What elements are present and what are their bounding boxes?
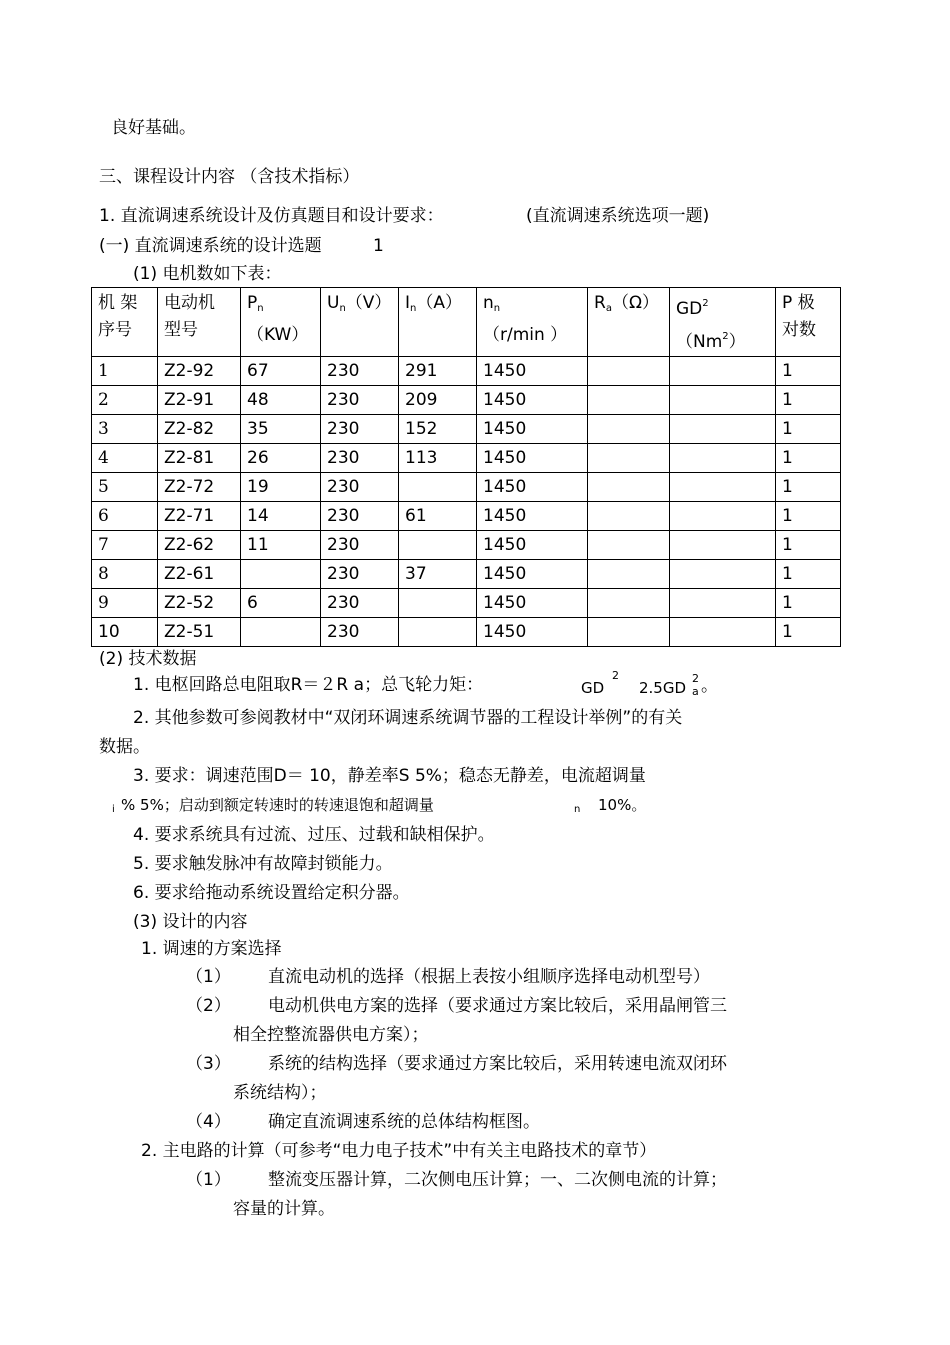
cell-pole-pairs: 1 bbox=[776, 502, 841, 531]
cell-rated-power bbox=[241, 618, 321, 647]
cell-rated-speed: 1450 bbox=[477, 473, 588, 502]
header-rated-current-symbol: I bbox=[405, 293, 411, 313]
cell-rated-voltage: 230 bbox=[321, 589, 399, 618]
header-armature-resistance-symbol: R bbox=[594, 293, 606, 313]
cell-rack-number: 5 bbox=[92, 473, 158, 502]
cell-rack-number: 4 bbox=[92, 444, 158, 473]
cell-pole-pairs: 1 bbox=[776, 473, 841, 502]
cell-rated-power bbox=[241, 560, 321, 589]
design-item-2: 2. 主电路的计算（可参考“电力电子技术”中有关主电路技术的章节） bbox=[141, 1141, 657, 1161]
cell-flywheel-moment bbox=[670, 589, 776, 618]
header-flywheel-moment-unit-close: ） bbox=[728, 332, 746, 352]
requirement-3-overshoot: 10%。 bbox=[598, 796, 647, 814]
table-row bbox=[92, 473, 841, 502]
item-heading: 1. 直流调速系统设计及仿真题目和设计要求： bbox=[99, 206, 444, 226]
cell-rated-current: 61 bbox=[399, 502, 477, 531]
cell-rated-current bbox=[399, 473, 477, 502]
cell-rated-speed: 1450 bbox=[477, 502, 588, 531]
cell-flywheel-moment bbox=[670, 444, 776, 473]
cell-rated-speed: 1450 bbox=[477, 386, 588, 415]
cell-pole-pairs: 1 bbox=[776, 444, 841, 473]
motor-table bbox=[91, 287, 841, 647]
cell-rated-voltage: 230 bbox=[321, 444, 399, 473]
cell-rated-speed: 1450 bbox=[477, 531, 588, 560]
cell-armature-resistance bbox=[588, 560, 670, 589]
header-rated-current-subscript: n bbox=[410, 303, 417, 314]
formula-period: 。 bbox=[701, 676, 718, 696]
cell-rated-current: 291 bbox=[399, 357, 477, 386]
cell-motor-model: Z2-71 bbox=[158, 502, 241, 531]
cell-armature-resistance bbox=[588, 589, 670, 618]
header-rated-power bbox=[241, 288, 321, 357]
cell-rack-number: 6 bbox=[92, 502, 158, 531]
header-rated-voltage bbox=[321, 288, 399, 357]
cell-motor-model: Z2-72 bbox=[158, 473, 241, 502]
cell-rated-current bbox=[399, 531, 477, 560]
requirement-2: 2. 其他参数可参阅教材中“双闭环调速系统调节器的工程设计举例”的有关 bbox=[133, 708, 683, 728]
cell-rated-speed: 1450 bbox=[477, 444, 588, 473]
cell-motor-model: Z2-52 bbox=[158, 589, 241, 618]
requirement-2-continued: 数据。 bbox=[99, 737, 150, 757]
section-heading: 三、课程设计内容 （含技术指标） bbox=[99, 167, 360, 187]
cell-rated-power: 48 bbox=[241, 386, 321, 415]
header-armature-resistance bbox=[588, 288, 670, 357]
header-rated-voltage-unit: （V） bbox=[345, 293, 392, 313]
design-subitem-number: （3） bbox=[186, 1054, 231, 1074]
cell-rated-power: 19 bbox=[241, 473, 321, 502]
cell-rated-current: 113 bbox=[399, 444, 477, 473]
item-heading-note: (直流调速系统选项一题) bbox=[526, 206, 710, 226]
cell-rated-voltage: 230 bbox=[321, 357, 399, 386]
cell-flywheel-moment bbox=[670, 502, 776, 531]
cell-rated-power: 6 bbox=[241, 589, 321, 618]
cell-rated-power: 26 bbox=[241, 444, 321, 473]
cell-flywheel-moment bbox=[670, 560, 776, 589]
cell-flywheel-moment bbox=[670, 473, 776, 502]
cell-rated-voltage: 230 bbox=[321, 502, 399, 531]
design-subitem-number: （2） bbox=[186, 996, 231, 1016]
design-subitem-text: 确定直流调速系统的总体结构框图。 bbox=[268, 1112, 540, 1132]
header-armature-resistance-subscript: a bbox=[605, 303, 612, 314]
design-subitem-text: 直流电动机的选择（根据上表按小组顺序选择电动机型号） bbox=[268, 967, 710, 987]
design-subitem-text-continued: 容量的计算。 bbox=[233, 1199, 335, 1219]
subsection-number: 1 bbox=[373, 236, 384, 256]
cell-motor-model: Z2-91 bbox=[158, 386, 241, 415]
design-subitem-number: （1） bbox=[186, 967, 231, 987]
header-rated-power-subscript: n bbox=[257, 303, 264, 314]
header-flywheel-moment-symbol: GD bbox=[676, 299, 703, 319]
cell-rated-speed: 1450 bbox=[477, 589, 588, 618]
table-row bbox=[92, 386, 841, 415]
table-row bbox=[92, 560, 841, 589]
cell-armature-resistance bbox=[588, 473, 670, 502]
table-row bbox=[92, 415, 841, 444]
table-header-row bbox=[92, 288, 841, 357]
cell-pole-pairs: 1 bbox=[776, 618, 841, 647]
table-row bbox=[92, 502, 841, 531]
cell-motor-model: Z2-51 bbox=[158, 618, 241, 647]
cell-flywheel-moment bbox=[670, 618, 776, 647]
cell-rated-speed: 1450 bbox=[477, 618, 588, 647]
subsection-heading-tech-data: (2) 技术数据 bbox=[99, 649, 197, 669]
cell-armature-resistance bbox=[588, 386, 670, 415]
header-rated-current-unit: （A） bbox=[416, 293, 462, 313]
header-rated-power-unit: （KW） bbox=[247, 325, 309, 345]
table-row bbox=[92, 357, 841, 386]
cell-motor-model: Z2-81 bbox=[158, 444, 241, 473]
requirement-3: 3. 要求：调速范围D＝ 10，静差率S 5%；稳态无静差，电流超调量 bbox=[133, 766, 646, 786]
formula-gd-value: 2.5GD bbox=[639, 679, 687, 697]
header-rated-voltage-subscript: n bbox=[339, 303, 346, 314]
cell-rack-number: 2 bbox=[92, 386, 158, 415]
header-armature-resistance-unit: （Ω） bbox=[611, 293, 659, 313]
design-item-1: 1. 调速的方案选择 bbox=[141, 939, 282, 959]
requirement-1: 1. 电枢回路总电阻取R＝２R a；总飞轮力矩： bbox=[133, 675, 484, 695]
design-subitem-number: （4） bbox=[186, 1112, 231, 1132]
header-pole-pairs: P 极 对数 bbox=[776, 288, 841, 357]
cell-rated-current bbox=[399, 618, 477, 647]
cell-rated-voltage: 230 bbox=[321, 618, 399, 647]
cell-rated-current bbox=[399, 589, 477, 618]
formula-gd-value-superscript: 2 bbox=[692, 672, 699, 685]
header-flywheel-moment-unit: （Nm bbox=[676, 332, 723, 352]
header-rated-speed-symbol: n bbox=[483, 293, 494, 313]
cell-pole-pairs: 1 bbox=[776, 386, 841, 415]
cell-pole-pairs: 1 bbox=[776, 415, 841, 444]
header-flywheel-moment-superscript: 2 bbox=[702, 298, 709, 309]
requirement-4: 4. 要求系统具有过流、过压、过载和缺相保护。 bbox=[133, 825, 495, 845]
cell-rack-number: 10 bbox=[92, 618, 158, 647]
cell-rack-number: 9 bbox=[92, 589, 158, 618]
requirement-6: 6. 要求给拖动系统设置给定积分器。 bbox=[133, 883, 410, 903]
cell-rated-current: 152 bbox=[399, 415, 477, 444]
cell-armature-resistance bbox=[588, 415, 670, 444]
cell-rated-speed: 1450 bbox=[477, 415, 588, 444]
header-motor-model: 电动机 型号 bbox=[158, 288, 241, 357]
cell-rated-voltage: 230 bbox=[321, 473, 399, 502]
cell-armature-resistance bbox=[588, 357, 670, 386]
cell-flywheel-moment bbox=[670, 531, 776, 560]
design-subitem-text-continued: 系统结构）； bbox=[233, 1083, 327, 1103]
cell-flywheel-moment bbox=[670, 386, 776, 415]
table-row bbox=[92, 444, 841, 473]
header-rated-voltage-symbol: U bbox=[327, 293, 340, 313]
cell-armature-resistance bbox=[588, 618, 670, 647]
cell-pole-pairs: 1 bbox=[776, 357, 841, 386]
header-rated-power-symbol: P bbox=[247, 293, 258, 313]
formula-gd-superscript: 2 bbox=[612, 669, 619, 682]
cell-rated-power: 67 bbox=[241, 357, 321, 386]
cell-rack-number: 7 bbox=[92, 531, 158, 560]
design-subitem-text: 系统的结构选择（要求通过方案比较后，采用转速电流双闭环 bbox=[268, 1054, 727, 1074]
cell-rated-power: 11 bbox=[241, 531, 321, 560]
cell-rated-voltage: 230 bbox=[321, 386, 399, 415]
formula-gd: GD bbox=[581, 679, 605, 697]
cell-pole-pairs: 1 bbox=[776, 531, 841, 560]
design-subitem-text-continued: 相全控整流器供电方案）； bbox=[233, 1025, 429, 1045]
cell-pole-pairs: 1 bbox=[776, 589, 841, 618]
cell-rated-power: 35 bbox=[241, 415, 321, 444]
table-row bbox=[92, 589, 841, 618]
cell-rack-number: 3 bbox=[92, 415, 158, 444]
cell-pole-pairs: 1 bbox=[776, 560, 841, 589]
cell-rated-speed: 1450 bbox=[477, 357, 588, 386]
header-flywheel-moment bbox=[670, 288, 776, 357]
table-row bbox=[92, 531, 841, 560]
header-rated-current bbox=[399, 288, 477, 357]
header-flywheel-moment-unit-superscript: 2 bbox=[722, 331, 729, 342]
sigma-n-subscript: n bbox=[574, 804, 581, 815]
header-rack-number: 机 架 序号 bbox=[92, 288, 158, 357]
cell-armature-resistance bbox=[588, 502, 670, 531]
header-rated-speed bbox=[477, 288, 588, 357]
cell-rated-voltage: 230 bbox=[321, 560, 399, 589]
table-caption: (1) 电机数如下表： bbox=[133, 264, 282, 284]
cell-rated-voltage: 230 bbox=[321, 531, 399, 560]
subsection-heading: (一) 直流调速系统的设计选题 bbox=[99, 236, 322, 256]
formula-gd-value-subscript: a bbox=[692, 685, 699, 698]
cell-armature-resistance bbox=[588, 444, 670, 473]
cell-rated-current: 37 bbox=[399, 560, 477, 589]
paragraph-fragment: 良好基础。 bbox=[111, 118, 196, 138]
cell-motor-model: Z2-82 bbox=[158, 415, 241, 444]
design-subitem-text: 整流变压器计算，二次侧电压计算；一、二次侧电流的计算； bbox=[268, 1170, 727, 1190]
cell-motor-model: Z2-62 bbox=[158, 531, 241, 560]
requirement-5: 5. 要求触发脉冲有故障封锁能力。 bbox=[133, 854, 393, 874]
subsection-heading-design: (3) 设计的内容 bbox=[133, 912, 248, 932]
cell-rated-current: 209 bbox=[399, 386, 477, 415]
requirement-3-continued: % 5%；启动到额定转速时的转速退饱和超调量 bbox=[121, 796, 434, 814]
cell-flywheel-moment bbox=[670, 357, 776, 386]
header-rated-speed-subscript: n bbox=[493, 303, 501, 314]
cell-rated-speed: 1450 bbox=[477, 560, 588, 589]
table-row bbox=[92, 618, 841, 647]
cell-rated-power: 14 bbox=[241, 502, 321, 531]
design-subitem-text: 电动机供电方案的选择（要求通过方案比较后，采用晶闸管三 bbox=[268, 996, 727, 1016]
cell-motor-model: Z2-92 bbox=[158, 357, 241, 386]
cell-armature-resistance bbox=[588, 531, 670, 560]
cell-rated-voltage: 230 bbox=[321, 415, 399, 444]
design-subitem-number: （1） bbox=[186, 1170, 231, 1190]
cell-rack-number: 1 bbox=[92, 357, 158, 386]
cell-rack-number: 8 bbox=[92, 560, 158, 589]
sigma-i-subscript: i bbox=[112, 804, 115, 815]
header-rated-speed-unit: （r/min ） bbox=[483, 325, 568, 345]
cell-flywheel-moment bbox=[670, 415, 776, 444]
cell-motor-model: Z2-61 bbox=[158, 560, 241, 589]
